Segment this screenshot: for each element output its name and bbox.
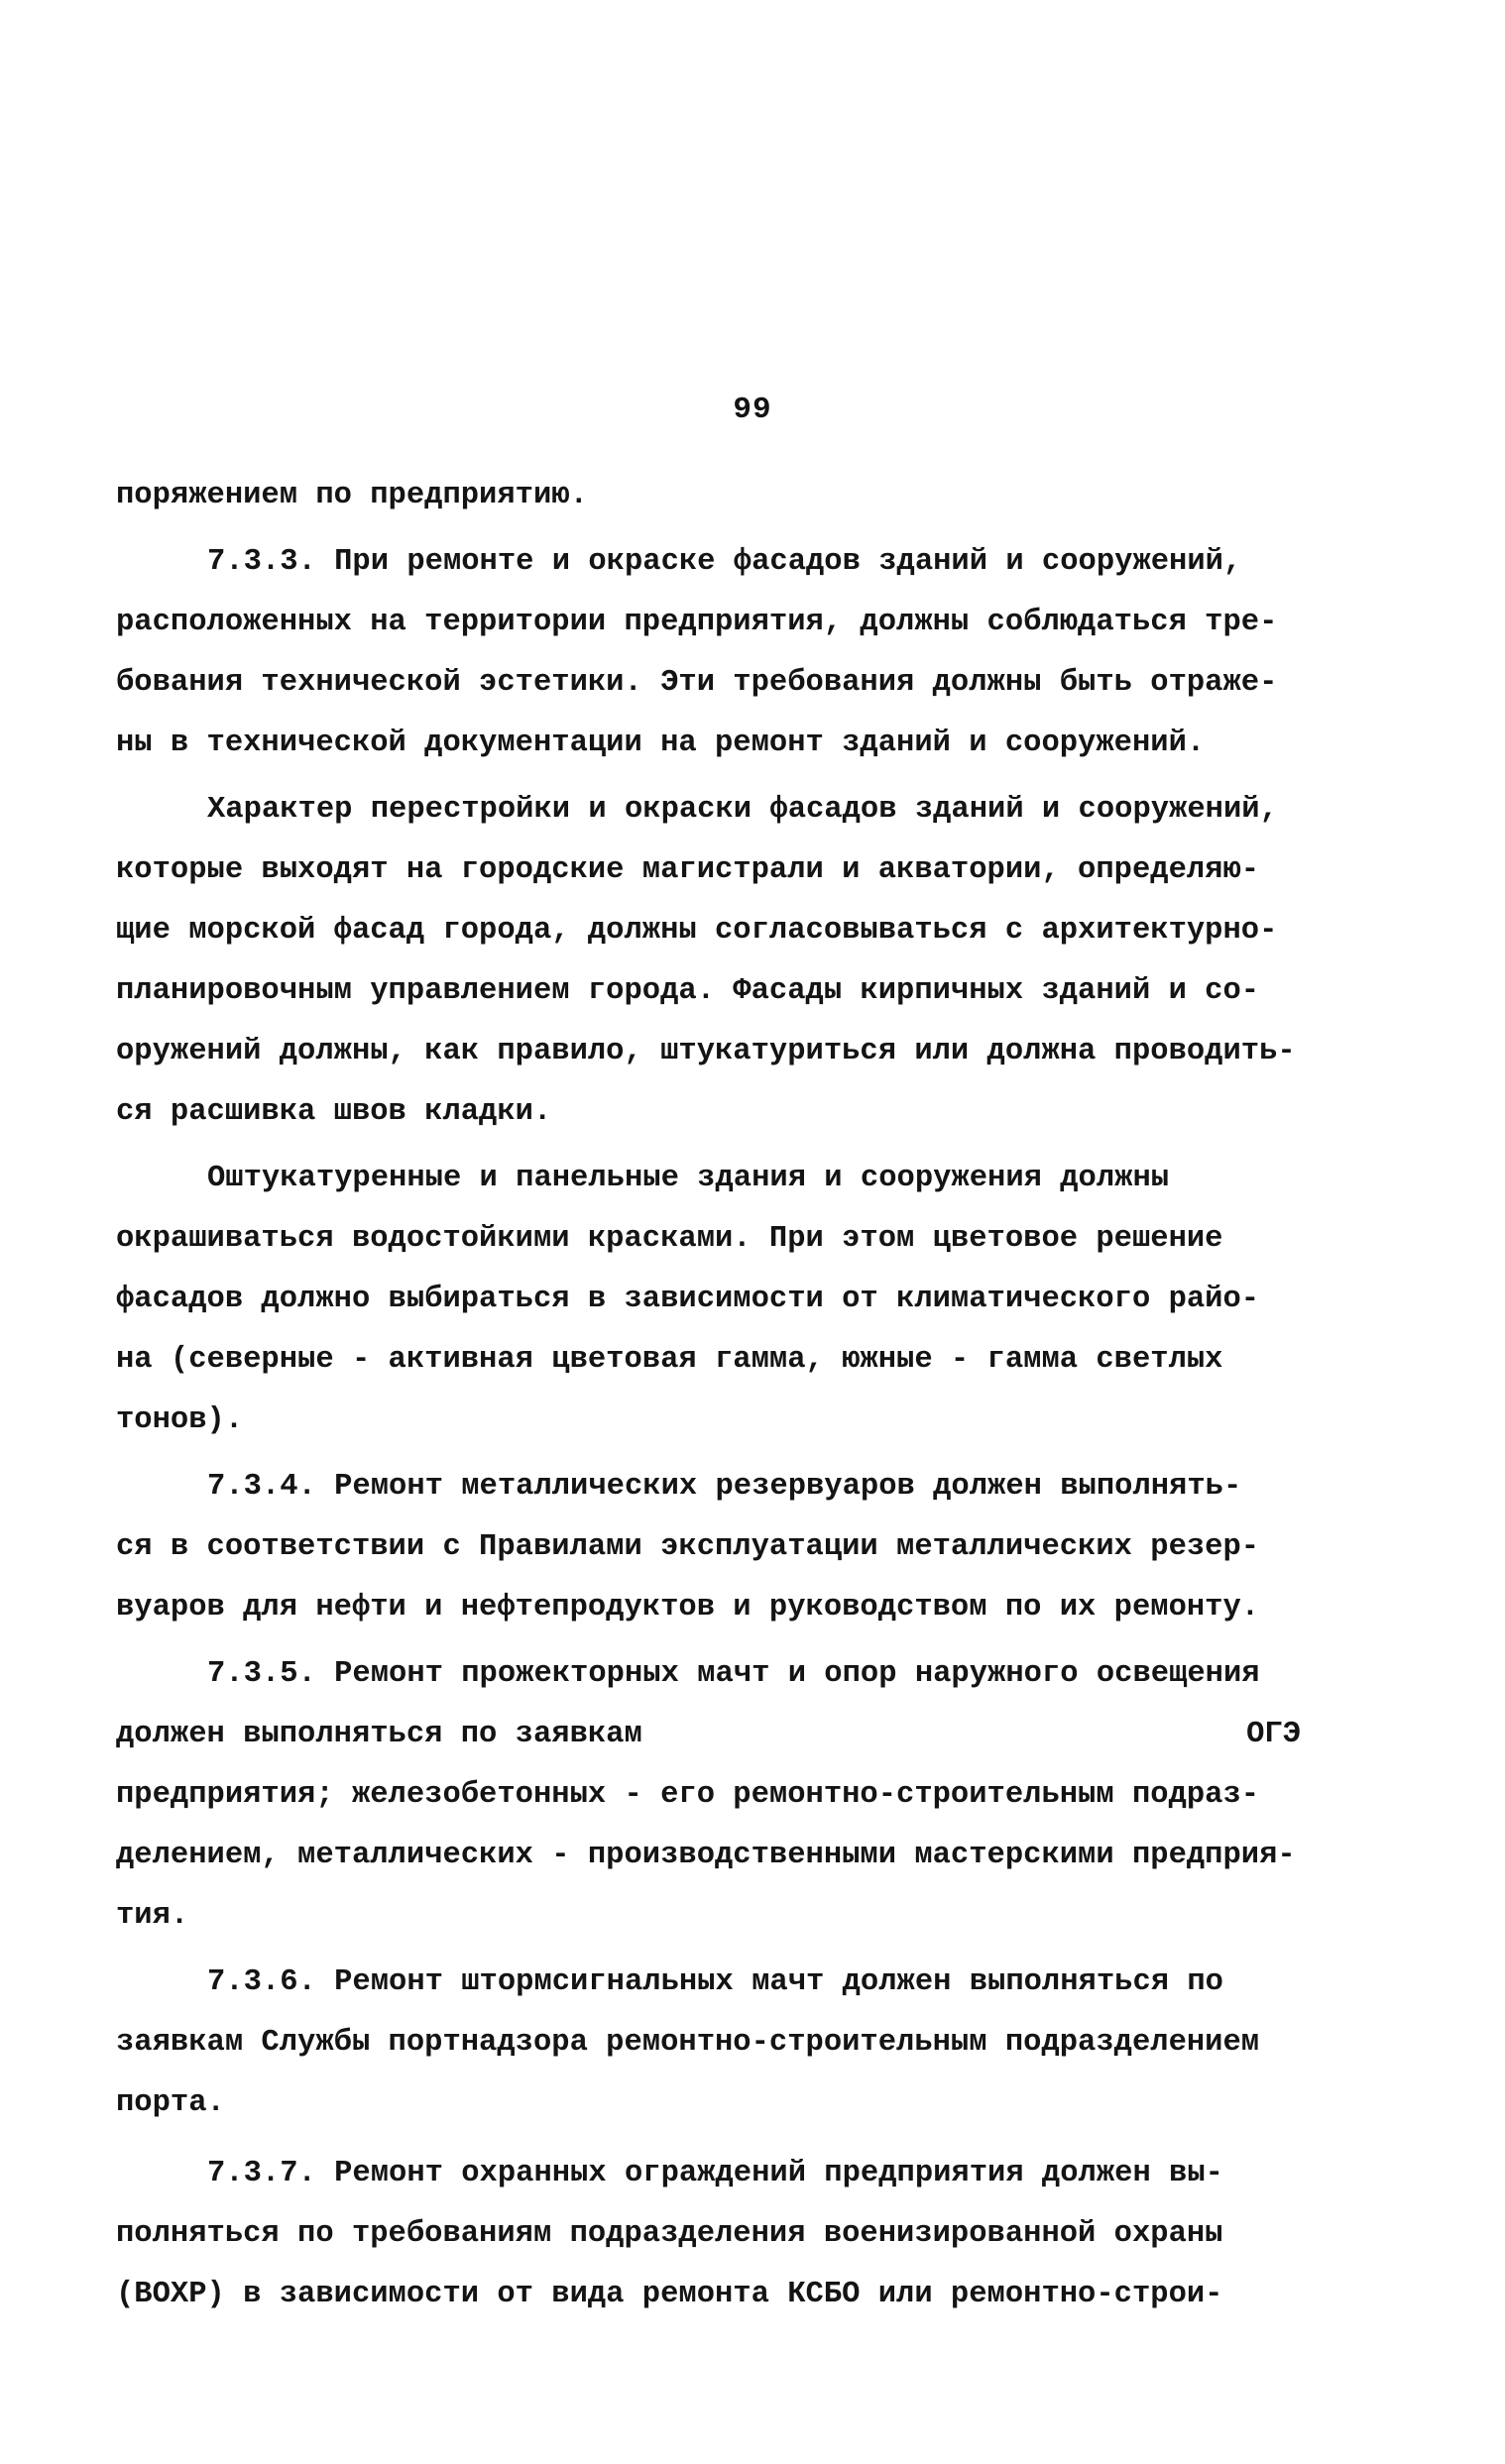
text-line: ны в технической документации на ремонт зданий и сооружений. <box>116 727 1206 760</box>
text-line: которые выходят на городские магистрали и акватории, определяю- <box>116 853 1260 887</box>
text-line: полняться по требованиям подразделения военизированной охраны <box>116 2217 1223 2251</box>
text-line: Характер перестройки и окраски фасадов зданий и сооружений, <box>207 793 1278 827</box>
text-line: 7.3.3. При ремонте и окраске фасадов зданий и сооружений, <box>207 545 1242 579</box>
text-line: щие морской фасад города, должны согласовываться с архитектурно- <box>116 914 1278 948</box>
text-line: порта. <box>116 2086 225 2120</box>
text-line: 7.3.5. Ремонт прожекторных мачт и опор наружного освещения <box>207 1657 1260 1691</box>
text-line: 7.3.4. Ремонт металлических резервуаров должен выполнять- <box>207 1470 1242 1504</box>
text-line: окрашиваться водостойкими красками. При этом цветовое решение <box>116 1222 1223 1256</box>
page-number: 99 <box>733 392 772 427</box>
ogz-abbreviation: ОГЭ <box>1246 1718 1301 1751</box>
text-line: вуаров для нефти и нефтепродуктов и руководством по их ремонту. <box>116 1591 1260 1624</box>
text-line <box>116 1705 1331 1765</box>
text-line: фасадов должно выбираться в зависимости от климатического райо- <box>116 1283 1260 1316</box>
text-line: заявкам Службы портнадзора ремонтно-строительным подразделением <box>116 2026 1260 2060</box>
body-text <box>116 466 1331 2325</box>
text-line: (ВОХР) в зависимости от вида ремонта КСБО или ремонтно-строи- <box>116 2278 1223 2311</box>
text-line: предприятия; железобетонных - его ремонтно-строительным подраз- <box>116 1778 1260 1812</box>
text-line: поряжением по предприятию. <box>116 479 588 512</box>
text-line: бования технической эстетики. Эти требования должны быть отраже- <box>116 666 1278 700</box>
text-line-start: должен выполняться по заявкам <box>116 1718 642 1751</box>
text-line: тия. <box>116 1899 189 1933</box>
text-line: делением, металлических - производственными мастерскими предприя- <box>116 1839 1296 1872</box>
text-line: Оштукатуренные и панельные здания и сооружения должны <box>207 1162 1170 1195</box>
text-line: тонов). <box>116 1403 244 1437</box>
text-line: ся расшивка швов кладки. <box>116 1095 552 1129</box>
text-line: ся в соответствии с Правилами эксплуатации металлических резер- <box>116 1530 1260 1564</box>
text-line: планировочным управлением города. Фасады кирпичных зданий и со- <box>116 974 1260 1008</box>
text-line: расположенных на территории предприятия, должны соблюдаться тре- <box>116 606 1278 639</box>
text-line: оружений должны, как правило, штукатуриться или должна проводить- <box>116 1035 1296 1068</box>
text-line: на (северные - активная цветовая гамма, южные - гамма светлых <box>116 1343 1223 1377</box>
text-line: 7.3.6. Ремонт штормсигнальных мачт должен выполняться по <box>207 1965 1223 1999</box>
text-line: 7.3.7. Ремонт охранных ограждений предприятия должен вы- <box>207 2157 1223 2190</box>
